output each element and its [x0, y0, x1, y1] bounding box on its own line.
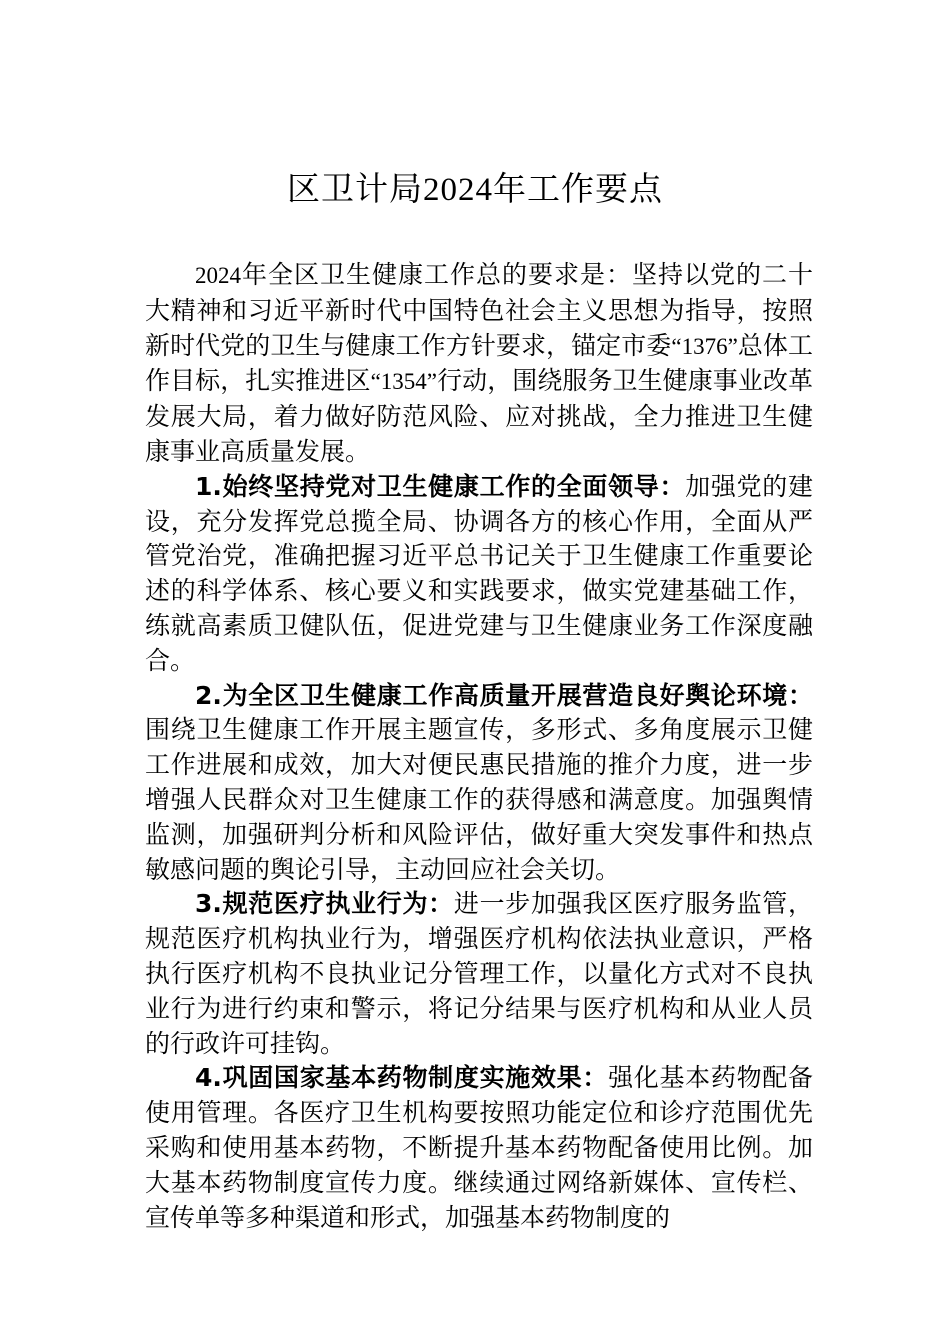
intro-text-a: 年全区卫生健康工作总的要求是：坚持以党的二十大精神和习近平新时代中国特色社会主义思想为指导，按照新时代党的卫生与健康工作方针要求，锚定市委 — [145, 260, 813, 360]
intro-year: 2024 — [195, 263, 241, 288]
document-title — [0, 164, 950, 215]
title-year: 2024 — [423, 172, 493, 208]
section-paragraph — [145, 470, 813, 679]
section-text: 围绕卫生健康工作开展主题宣传，多形式、多角度展示卫健工作进展和成效，加大对便民惠民措施的推介力度，进一步增强人民群众对卫生健康工作的获得感和满意度。加强舆情监测，加强研判分析和风险评估，做好重大突发事件和热点敏感问题的舆论引导，主动回应社会关切。 — [145, 715, 813, 884]
section-text: 强化基本药物配备使用管理。各医疗卫生机构要按照功能定位和诊疗范围优先采购和使用基本药物，不断提升基本药物配备使用比例。加大基本药物制度宣传力度。继续通过网络新媒体、宣传栏、宣传单等多种渠道和形式，加强基本药物制度的 — [145, 1063, 813, 1232]
section-heading: 2.为全区卫生健康工作高质量开展营造良好舆论环境： — [195, 680, 813, 710]
section-heading: 1.始终坚持党对卫生健康工作的全面领导： — [195, 471, 686, 501]
section-paragraph — [145, 887, 813, 1061]
section-text: 进一步加强我区医疗服务监管，规范医疗机构执业行为，增强医疗机构依法执业意识，严格执行医疗机构不良执业记分管理工作，以量化方式对不良执业行为进行约束和警示，将记分结果与医疗机构和从业人员的行政许可挂钩。 — [145, 889, 813, 1058]
intro-text-b: 总体工作目标，扎实推进区 — [145, 330, 813, 396]
title-suffix: 年工作要点 — [493, 169, 663, 208]
intro-text-c: 行动，围绕服务卫生健康事业改革发展大局，着力做好防范风险、应对挑战，全力推进卫生健康事业高质量发展。 — [145, 366, 813, 466]
section-heading: 3.规范医疗执业行为： — [195, 889, 454, 919]
title-prefix: 区卫计局 — [287, 169, 423, 208]
section-heading: 4.巩固国家基本药物制度实施效果： — [195, 1063, 609, 1093]
section-paragraph — [145, 679, 813, 888]
section-text: 加强党的建设，充分发挥党总揽全局、协调各方的核心作用，全面从严管党治党，准确把握习近平总书记关于卫生健康工作重要论述的科学体系、核心要义和实践要求，做实党建基础工作，练就高素质卫健队伍，促进党建与卫生健康业务工作深度融合。 — [145, 471, 813, 675]
document-body — [145, 258, 813, 1235]
section-paragraph — [145, 1061, 813, 1235]
intro-quote-b: “1354” — [370, 369, 438, 395]
intro-paragraph — [145, 258, 813, 470]
intro-quote-a: “1376” — [671, 333, 738, 359]
